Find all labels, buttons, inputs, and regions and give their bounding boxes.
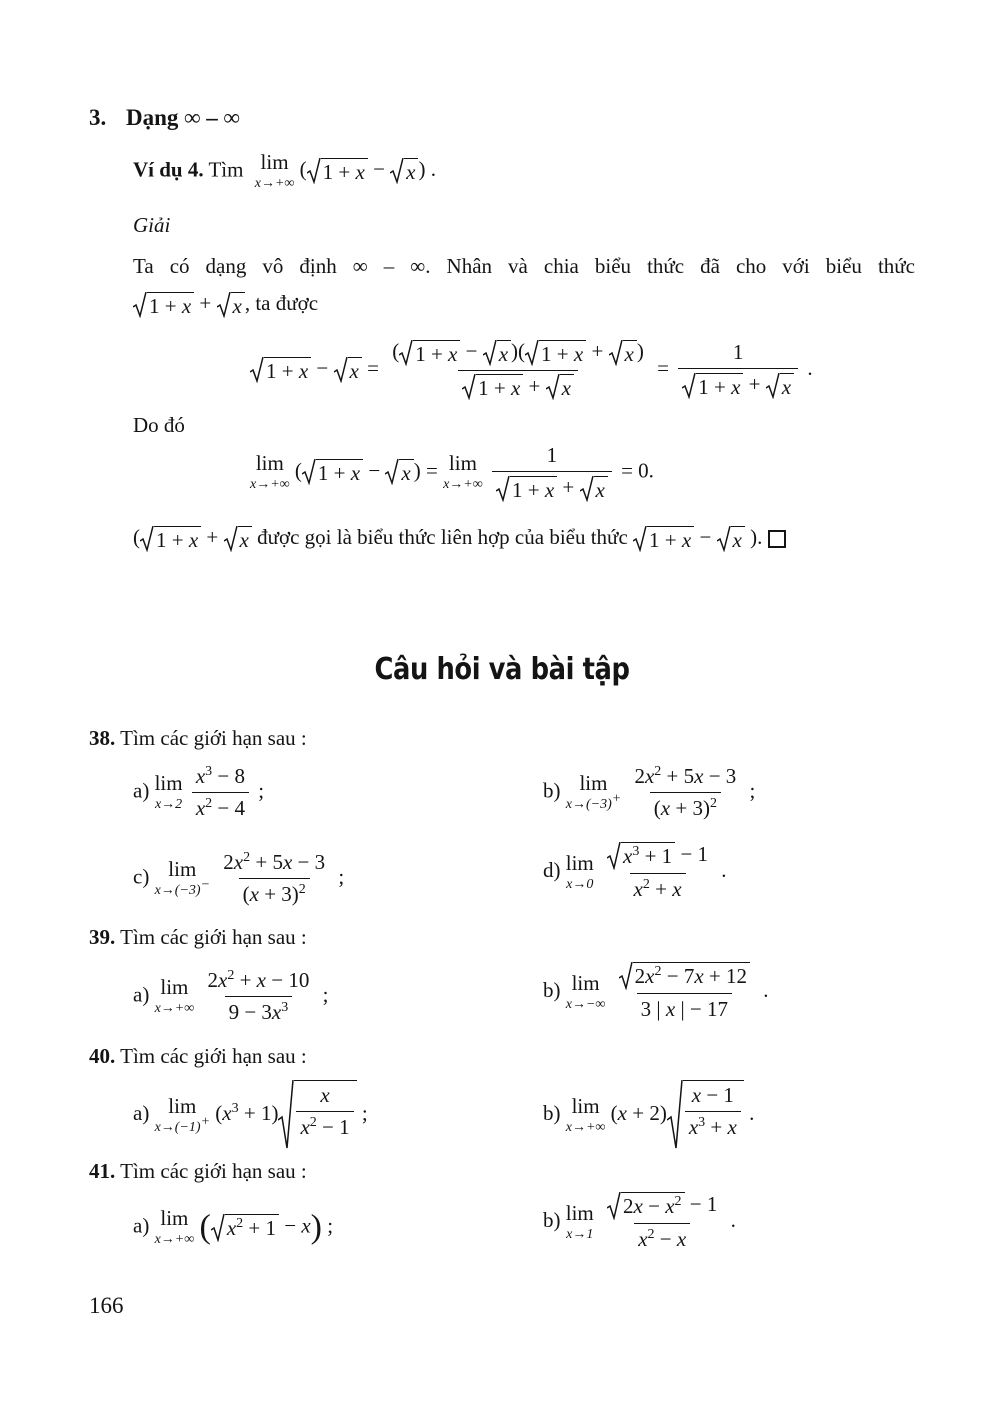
exercise-number: 38. xyxy=(89,726,116,750)
solution-paragraph: Ta có dạng vô định ∞ – ∞. Nhân và chia biểu thức đã cho với biểu thức xyxy=(133,254,915,278)
exercise-40a: a) lim x→(−1)+ $(x^3 + 1)$ $\frac{x}{x^2 - 1}$ ; xyxy=(133,1080,368,1150)
item-label: b) xyxy=(543,977,561,1002)
exercise-39a: a) lim x→+∞ $\frac{2x^2 + x - 10}{9 - 3x^3}$ ; xyxy=(133,968,329,1024)
example-statement xyxy=(133,152,436,191)
conjugate-tail: , ta được xyxy=(244,291,319,315)
conjugate-note: ( 1 + x + x được gọi là biểu thức liên hợp của biểu thức 1 + x − x ). xyxy=(133,525,786,553)
exercise-38 xyxy=(89,726,307,751)
exercise-38d: d) lim x→0 $x^3 + 1$ − 1 $x^2 + x$ . xyxy=(543,842,727,902)
exercise-number: 39. xyxy=(89,925,116,949)
exercise-number: 40. xyxy=(89,1044,116,1068)
exercise-39b: b) lim x→−∞ $\frac{2x^2 - 7x + 12}{3 | x | - 17}$ . xyxy=(543,964,769,1022)
section-heading xyxy=(89,105,240,131)
therefore-label: Do đó xyxy=(133,413,185,437)
exercise-40 xyxy=(89,1044,307,1069)
item-label: b) xyxy=(543,1207,561,1232)
exercise-text: Tìm các giới hạn sau : xyxy=(120,925,307,949)
item-label: a) xyxy=(133,1100,150,1125)
conjugate-line: 1 + x + x , ta được xyxy=(133,291,318,319)
section-number: 3. xyxy=(89,105,107,130)
result-value: = 0. xyxy=(621,458,654,483)
exercise-38b: b) lim x→(−3)+ $\frac{2x^2 + 5x - 3}{(x + 3)^2}$ ; xyxy=(543,764,756,820)
qed-square-icon xyxy=(768,530,786,548)
exercise-text: Tìm các giới hạn sau : xyxy=(120,1159,307,1183)
item-label: a) xyxy=(133,982,150,1007)
section-title: Dạng ∞ – ∞ xyxy=(126,105,240,130)
item-label: b) xyxy=(543,1100,561,1125)
item-label: d) xyxy=(543,857,561,882)
page-number: 166 xyxy=(89,1293,124,1318)
exercise-40b: b) lim x→+∞ (x + 2) $\frac{x - 1}{x^3 + x}$ . xyxy=(543,1080,754,1150)
exercise-number: 41. xyxy=(89,1159,116,1183)
item-label: a) xyxy=(133,778,150,803)
exercises-heading: Câu hỏi và bài tập xyxy=(374,652,630,687)
note-text: được gọi là biểu thức liên hợp của biểu thức xyxy=(257,525,628,549)
exercise-41a: a) lim x→+∞ ( $x^2 + 1$ − x) ; xyxy=(133,1206,334,1247)
math-expression: ( 1 + x − x ) . xyxy=(299,157,436,184)
exercise-38c: c) lim x→(−3)− $\frac{2x^2 + 5x - 3}{(x + 3)^2}$ ; xyxy=(133,850,345,906)
example-label: Ví dụ 4. xyxy=(133,157,204,182)
example-prompt: Tìm xyxy=(208,157,244,182)
identity-equation: 1 + x − x = ( 1 + x − x )( 1 + x + x ) 1 + x + x = 1 1 + x + x . xyxy=(250,339,813,401)
item-label: c) xyxy=(133,864,150,889)
exercise-text: Tìm các giới hạn sau : xyxy=(120,726,307,750)
limit-expression: lim x→+∞ xyxy=(254,150,295,191)
item-label: a) xyxy=(133,1213,150,1238)
exercise-text: Tìm các giới hạn sau : xyxy=(120,1044,307,1068)
note-end: ). xyxy=(750,525,763,549)
item-label: b) xyxy=(543,778,561,803)
exercise-39 xyxy=(89,925,307,950)
solution-label: Giải xyxy=(133,213,171,237)
exercise-41b: b) lim x→1 $2x - x^2$ − 1 $x^2 - x$ . xyxy=(543,1192,736,1252)
exercise-41 xyxy=(89,1159,307,1184)
exercise-38a: a) lim x→2 $\frac{x^3 - 8}{x^2 - 4}$ ; xyxy=(133,764,265,820)
limit-result-equation: lim x→+∞ ( 1 + x − x ) = lim x→+∞ 1 1 + x + x = 0. xyxy=(250,443,654,502)
